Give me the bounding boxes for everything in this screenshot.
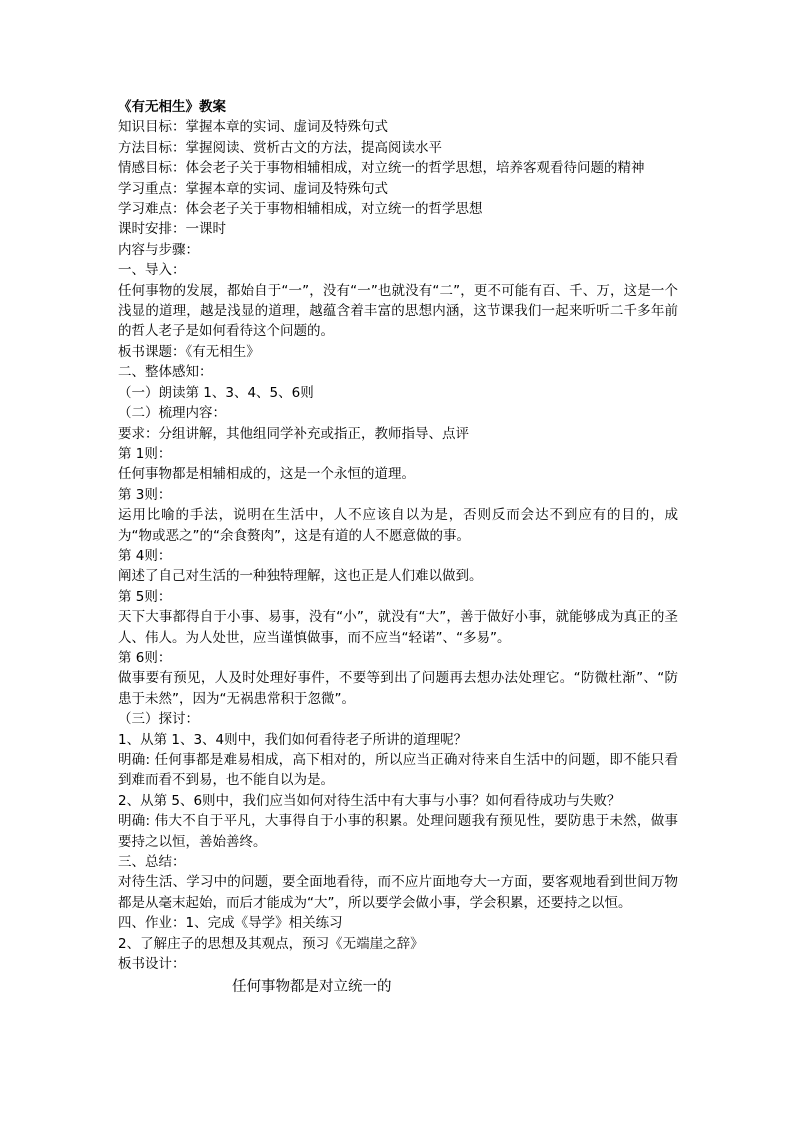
intro-paragraph: 任何事物的发展，都始自于“一”，没有“一”也就没有“二”，更不可能有百、千、万，这是一个浅显的道理，越是浅显的道理，越蕴含着丰富的思想内涵，这节课我们一起来听听二千多年前的哲人老子是如何看待这个问题的。: [118, 282, 678, 340]
homework-1: 四、作业：1、完成《导学》相关练习: [118, 915, 343, 932]
answer-2: 明确: 伟大不自于平凡，大事得自于小事的积累。处理问题我有预见性，要防患于未然，做事要持之以恒，善始善终。: [118, 813, 678, 850]
lesson-plan-document: [118, 97, 678, 998]
question-1: 1、从第 1、3、4则中，我们如何看待老子所讲的道理呢？: [118, 731, 468, 748]
chapter-6-label: 第 6则：: [118, 649, 172, 666]
key-point: 学习重点：掌握本章的实词、虚词及特殊句式: [118, 180, 388, 197]
board-design-heading: 板书设计：: [118, 956, 186, 973]
board-design-line: 任何事物都是对立统一的: [232, 979, 392, 996]
difficulty: 学习难点：体会老子关于事物相辅相成，对立统一的哲学思想: [118, 201, 483, 218]
emotion-goal: 情感目标：体会老子关于事物相辅相成，对立统一的哲学思想，培养客观看待问题的精神: [118, 160, 645, 177]
explore-heading: （三）探讨：: [118, 711, 199, 728]
knowledge-goal: 知识目标：掌握本章的实词、虚词及特殊句式: [118, 119, 388, 136]
chapter-4-label: 第 4则：: [118, 547, 172, 564]
method-goal: 方法目标：掌握阅读、赏析古文的方法，提高阅读水平: [118, 139, 442, 156]
chapter-3-text: 运用比喻的手法，说明在生活中，人不应该自以为是，否则反而会达不到应有的目的，成为“物或恶之”的“余食赘肉”，这是有道的人不愿意做的事。: [118, 507, 678, 544]
board-topic: 板书课题：《有无相生》: [118, 343, 260, 360]
requirement: 要求：分组讲解，其他组同学补充或指正，教师指导、点评: [118, 425, 469, 442]
sort-step: （二）梳理内容：: [118, 405, 226, 422]
chapter-5-label: 第 5则：: [118, 588, 172, 605]
summary-heading: 三、总结：: [118, 854, 186, 871]
chapter-4-text: 阐述了自己对生活的一种独特理解，这也正是人们难以做到。: [118, 568, 483, 585]
chapter-6-text: 做事要有预见，人及时处理好事件，不要等到出了问题再去想办法处理它。“防微杜渐”、“防患于未然”，因为“无祸患常积于忽微”。: [118, 670, 678, 707]
question-2: 2、从第 5、6则中，我们应当如何对待生活中有大事与小事？如何看待成功与失败？: [118, 792, 621, 809]
document-title: 《有无相生》教案: [118, 99, 226, 115]
chapter-5-text: 天下大事都得自于小事、易事，没有“小”，就没有“大”，善于做好小事，就能够成为真正的圣人、伟人。为人处世，应当谨慎做事，而不应当“轻诺”、“多易”。: [118, 609, 678, 646]
intro-heading: 一、导入：: [118, 262, 186, 279]
read-step: （一）朗读第 1、3、4、5、6则: [118, 384, 314, 401]
schedule: 课时安排：一课时: [118, 221, 226, 238]
homework-2: 2、了解庄子的思想及其观点，预习《无端崖之辞》: [118, 935, 424, 952]
summary-paragraph: 对待生活、学习中的问题，要全面地看待，而不应片面地夸大一方面，要客观地看到世间万物都是从毫末起始，而后才能成为“大”，所以要学会做小事，学会积累，还要持之以恒。: [118, 874, 678, 911]
chapter-3-label: 第 3则：: [118, 486, 172, 503]
answer-1: 明确: 任何事都是难易相成，高下相对的，所以应当正确对待来自生活中的问题，即不能只看到难而看不到易，也不能自以为是。: [118, 752, 678, 789]
chapter-1-text: 任何事物都是相辅相成的，这是一个永恒的道理。: [118, 466, 415, 483]
chapter-1-label: 第 1则：: [118, 445, 172, 462]
overall-heading: 二、整体感知：: [118, 364, 213, 381]
content-steps-heading: 内容与步骤：: [118, 241, 199, 258]
